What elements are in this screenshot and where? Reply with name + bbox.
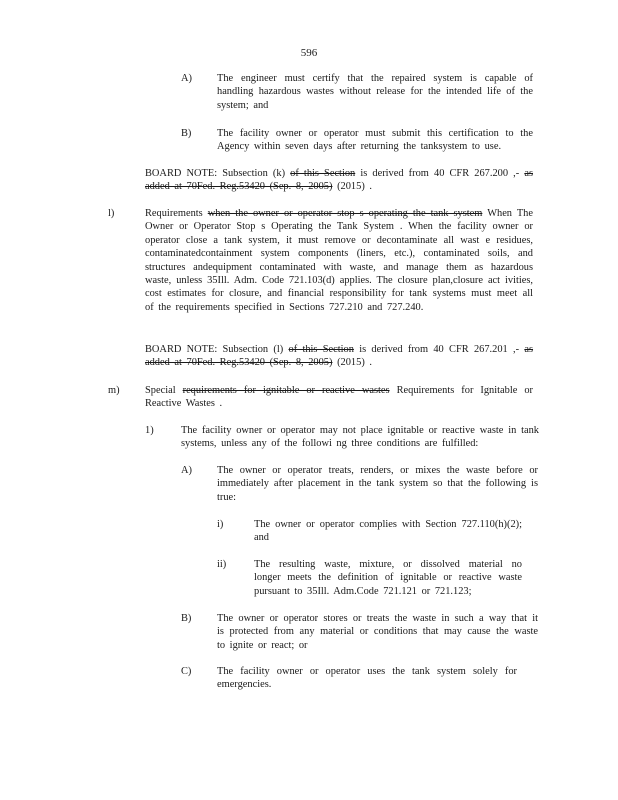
struck-text: as added at 70Fed. Reg.53420 (Sep. 8, 2005) bbox=[145, 344, 534, 369]
paragraph-text: Requirements for Ignitable or Reactive Wastes . bbox=[145, 385, 533, 410]
paragraph-text: The facility owner or operator must submit this certification to the Agency within seven days after returning the tanksystem to use. bbox=[217, 128, 533, 153]
section-paragraph bbox=[145, 384, 533, 411]
struck-text: requirements for ignitable or reactive wastes bbox=[182, 385, 390, 396]
note-prefix: BOARD NOTE: Subsection (l) bbox=[145, 344, 284, 355]
section-paragraph bbox=[145, 207, 533, 314]
board-note bbox=[145, 167, 533, 194]
paragraph-text: When The Owner or Operator Stop s Operating the Tank System . When the facility owner or operator close a tank system, it must remove or decontaminate all wast e residues, contaminatedcontainment system components (liners, etc.), contaminated soils, and structures andequipment contaminated with waste, and manage them as hazardous waste, unless 35Ill. Adm. Code 721.103(d) applies. The closure plan,closure act ivities, cost estimates for closure, and financial responsibility for tank systems must meet all of the requirements specified in Sections 727.210 and 727.240. bbox=[145, 208, 533, 313]
section-label: m) bbox=[108, 385, 120, 396]
note-text: (2015) . bbox=[337, 357, 372, 369]
paragraph-text: The owner or operator stores or treats the waste in such a way that it is protected from any material or conditions that may cause the waste to ignite or react; or bbox=[217, 613, 538, 651]
item-label: A) bbox=[181, 465, 192, 476]
item-label: B) bbox=[181, 613, 192, 624]
paragraph-text: The facility owner or operator uses the tank system solely for emergencies. bbox=[217, 666, 517, 691]
struck-text: of this Section bbox=[288, 344, 354, 355]
section-heading: Special bbox=[145, 385, 176, 396]
paragraph-text: The resulting waste, mixture, or dissolved material no longer meets the definition of ignitable or reactive waste pursuant to 35Ill. Adm.Code 721.121 or 721.123; bbox=[254, 559, 522, 597]
paragraph-text: The engineer must certify that the repaired system is capable of handling hazardous wastes without release for the intended life of the system; and bbox=[217, 73, 533, 111]
item-label: i) bbox=[217, 519, 224, 530]
board-note bbox=[145, 343, 533, 370]
section-label: l) bbox=[108, 208, 115, 219]
struck-text: when the owner or operator stop s operating the tank system bbox=[207, 208, 483, 219]
item-label: B) bbox=[181, 128, 192, 139]
paragraph-text: The facility owner or operator may not place ignitable or reactive waste in tank systems, unless any of the followi ng three conditions are fulfilled: bbox=[181, 425, 539, 450]
paragraph-text: The owner or operator complies with Section 727.110(h)(2); and bbox=[254, 519, 522, 544]
struck-text: as added at 70Fed. Reg.53420 (Sep. 8, 2005) bbox=[145, 168, 533, 193]
note-text: is derived from 40 CFR 267.201 ,- bbox=[359, 344, 520, 355]
item-label: 1) bbox=[145, 425, 154, 436]
item-label: C) bbox=[181, 666, 192, 677]
item-label: A) bbox=[181, 73, 192, 84]
item-label: ii) bbox=[217, 559, 227, 570]
section-heading: Requirements bbox=[145, 208, 203, 219]
note-prefix: BOARD NOTE: Subsection (k) bbox=[145, 168, 286, 179]
note-text: is derived from 40 CFR 267.200 ,- bbox=[360, 168, 520, 179]
struck-text: of this Section bbox=[290, 168, 356, 179]
page-number: 596 bbox=[300, 47, 318, 59]
note-text: (2015) . bbox=[337, 181, 372, 193]
paragraph-text: The owner or operator treats, renders, or mixes the waste before or immediately after placement in the tank system so that the following is true: bbox=[217, 465, 538, 503]
